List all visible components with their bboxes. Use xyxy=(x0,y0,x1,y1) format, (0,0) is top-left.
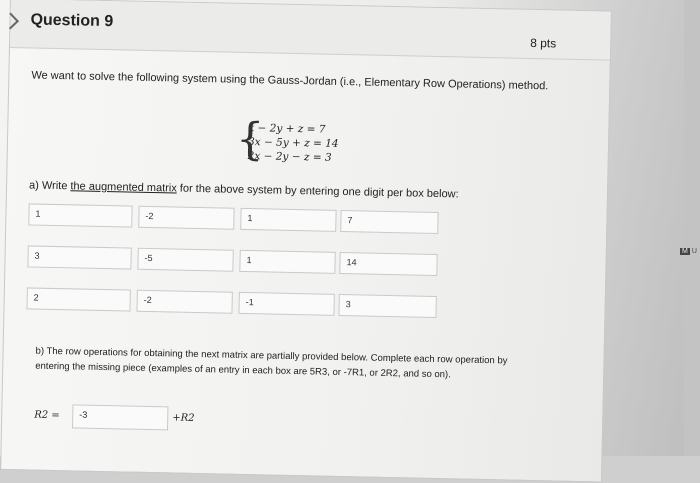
matrix-cell-r1-c2[interactable]: -2 xyxy=(138,206,234,230)
matrix-cell-r3-c4[interactable]: 3 xyxy=(338,294,436,318)
matrix-cell-r1-c4[interactable]: 7 xyxy=(340,210,438,234)
equation-2: 3x − 5y + z = 14 xyxy=(247,136,339,150)
side-panel-text: U xyxy=(691,248,697,255)
part-a-instructions xyxy=(29,179,459,200)
matrix-cell-r3-c3[interactable]: -1 xyxy=(238,292,334,316)
equation-1: x − 2y + z = 7 xyxy=(248,122,326,136)
side-panel-label xyxy=(680,248,699,255)
part-b-instructions: b) The row operations for obtaining the next matrix are partially provided below. Complete each row operation by entering the missing piece (examples of an entry in each box are 5R3, or -7R1, or 2R2, and so on). xyxy=(35,345,508,381)
matrix-cell-r2-c3[interactable]: 1 xyxy=(239,250,335,274)
part-a-suffix: for the above system by entering one digit per box below: xyxy=(176,182,459,201)
matrix-cell-r2-c2[interactable]: -5 xyxy=(137,248,233,272)
part-a-prefix: a) Write xyxy=(28,179,71,193)
matrix-cell-r2-c4[interactable]: 14 xyxy=(339,252,437,276)
side-panel-badge: M xyxy=(682,248,688,255)
matrix-cell-r1-c3[interactable]: 1 xyxy=(240,208,336,232)
row-operation-label: R2 = xyxy=(34,409,60,422)
left-brace-icon: { xyxy=(235,113,265,166)
question-points: 8 pts xyxy=(530,35,557,51)
side-panel-edge xyxy=(684,0,700,456)
question-header xyxy=(10,0,611,61)
row-operation-suffix: +R2 xyxy=(172,412,195,424)
matrix-cell-r3-c2[interactable]: -2 xyxy=(136,290,232,314)
question-intro: We want to solve the following system using the Gauss-Jordan (i.e., Elementary Row Operations) method. xyxy=(31,69,549,93)
part-a-underlined: the augmented matrix xyxy=(70,180,177,195)
row-operation-input[interactable]: -3 xyxy=(72,404,168,430)
equation-system xyxy=(235,113,339,166)
question-title: Question 9 xyxy=(30,11,114,31)
matrix-cell-r3-c1[interactable]: 2 xyxy=(26,287,130,311)
matrix-cell-r2-c1[interactable]: 3 xyxy=(27,245,131,269)
equation-3: 2x − 2y − z = 3 xyxy=(247,150,332,164)
matrix-cell-r1-c1[interactable]: 1 xyxy=(28,203,132,227)
